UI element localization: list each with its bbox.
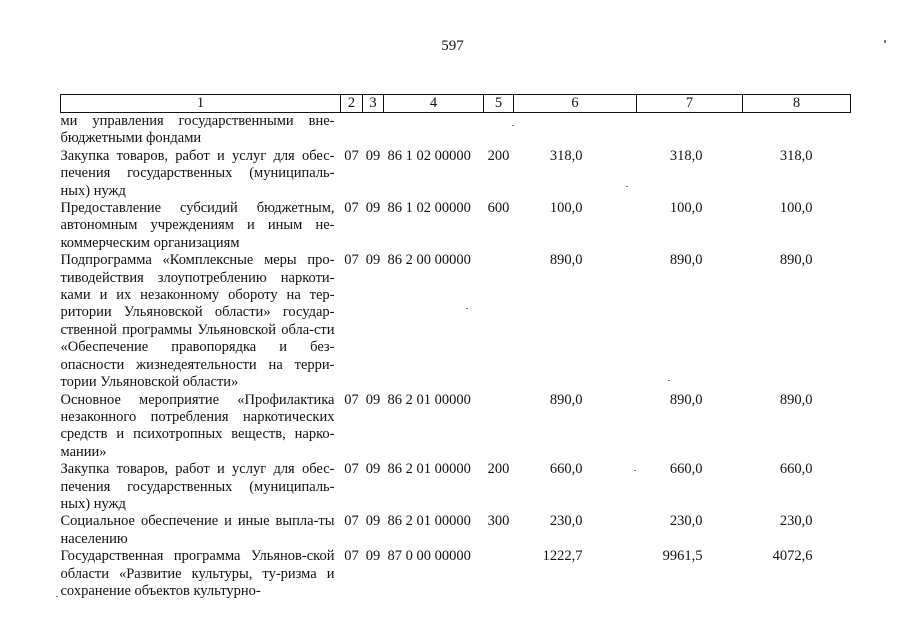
subsection-code: 09 [365,548,381,565]
section-code: 07 [344,252,359,269]
table-row [61,461,851,513]
expense-type-code [484,252,514,391]
expense-type-code: 200 [487,147,510,164]
row-description: ми управления государственными вне-бюджетными фондами [60,113,335,147]
amount-col-7: 230,0 [669,513,703,530]
target-code: 86 2 01 00000 [387,513,471,530]
target-code: 86 1 02 00000 [387,200,471,217]
scan-speck [626,186,628,187]
subsection-code: 09 [365,200,381,217]
target-code [384,113,484,148]
table-row [61,513,851,548]
expense-type-code [484,113,514,148]
section-code: 07 [344,548,359,565]
row-description: Основное мероприятие «Профилактика незаконного потребления наркотических средств и психотропных веществ, нарко-мании» [60,391,335,460]
page-number: 597 [441,38,464,54]
amount-col-8: 100,0 [779,200,813,217]
col-header-7: 7 [637,95,743,113]
header-row [61,95,851,113]
amount-col-6 [514,113,637,148]
row-description: Подпрограмма «Комплексные меры про-тиводействия злоупотреблению наркоти-ками и их незаконному обороту на тер-ритории Ульяновской области» государ-ственной программы Ульяновской обла-сти «Обеспечение правопорядка и без-опасности жизнедеятельности на терри-тории Ульяновской области» [60,252,335,391]
amount-col-6: 660,0 [549,461,583,478]
col-header-1: 1 [61,95,341,113]
row-description: Социальное обеспечение и иные выпла-ты населению [60,513,335,547]
scan-speck [512,125,514,126]
table-row [61,148,851,200]
scan-speck [466,308,468,309]
target-code: 86 2 01 00000 [387,391,471,408]
amount-col-6: 318,0 [549,147,583,164]
subsection-code: 09 [365,513,381,530]
amount-col-8: 890,0 [779,252,813,269]
subsection-code: 09 [365,461,381,478]
amount-col-6: 230,0 [549,513,583,530]
section-code: 07 [344,391,359,408]
section-code: 07 [344,513,359,530]
scan-speck [884,40,886,43]
row-description: Предоставление субсидий бюджетным, автономным учреждениям и иным не-коммерческим организациям [60,200,335,251]
budget-table [60,94,851,600]
section-code [341,113,363,148]
table-row [61,392,851,462]
amount-col-8: 660,0 [779,461,813,478]
table-row [61,548,851,600]
amount-col-6: 890,0 [549,391,583,408]
col-header-4: 4 [384,95,484,113]
target-code: 86 2 01 00000 [387,461,471,478]
amount-col-7 [637,113,743,148]
col-header-3: 3 [363,95,384,113]
amount-col-7: 890,0 [669,391,703,408]
row-description: Закупка товаров, работ и услуг для обес-печения государственных (муниципаль-ных) нужд [60,461,335,512]
table-row [61,200,851,252]
amount-col-6: 890,0 [549,252,583,269]
col-header-2: 2 [341,95,363,113]
subsection-code [363,113,384,148]
amount-col-7: 100,0 [669,200,703,217]
scan-speck [56,596,58,597]
col-header-6: 6 [514,95,637,113]
target-code: 86 2 00 00000 [387,252,471,269]
expense-type-code [484,548,514,600]
expense-type-code: 200 [487,461,510,478]
amount-col-7: 318,0 [669,147,703,164]
amount-col-8: 230,0 [779,513,813,530]
amount-col-6: 1222,7 [542,548,583,565]
col-header-8: 8 [743,95,851,113]
subsection-code: 09 [365,147,381,164]
col-header-5: 5 [484,95,514,113]
section-code: 07 [344,147,359,164]
section-code: 07 [344,461,359,478]
amount-col-7: 890,0 [669,252,703,269]
amount-col-6: 100,0 [549,200,583,217]
row-description: Закупка товаров, работ и услуг для обес-печения государственных (муниципаль-ных) нужд [60,147,335,199]
scan-speck [668,380,670,381]
row-description: Государственная программа Ульянов-ской области «Развитие культуры, ту-ризма и сохранение объектов культурно- [60,548,335,599]
section-code: 07 [344,200,359,217]
subsection-code: 09 [365,252,381,269]
amount-col-8: 4072,6 [772,548,813,565]
expense-type-code: 300 [487,513,510,530]
amount-col-7: 9961,5 [662,548,703,565]
expense-type-code [484,392,514,462]
target-code: 86 1 02 00000 [387,147,471,164]
amount-col-7: 660,0 [669,461,703,478]
amount-col-8: 318,0 [779,147,813,164]
table-row [61,113,851,148]
expense-type-code: 600 [487,200,510,217]
target-code: 87 0 00 00000 [387,548,471,565]
table-row [61,252,851,391]
amount-col-8: 890,0 [779,391,813,408]
scan-speck [634,470,636,471]
subsection-code: 09 [365,391,381,408]
amount-col-8 [743,113,851,148]
